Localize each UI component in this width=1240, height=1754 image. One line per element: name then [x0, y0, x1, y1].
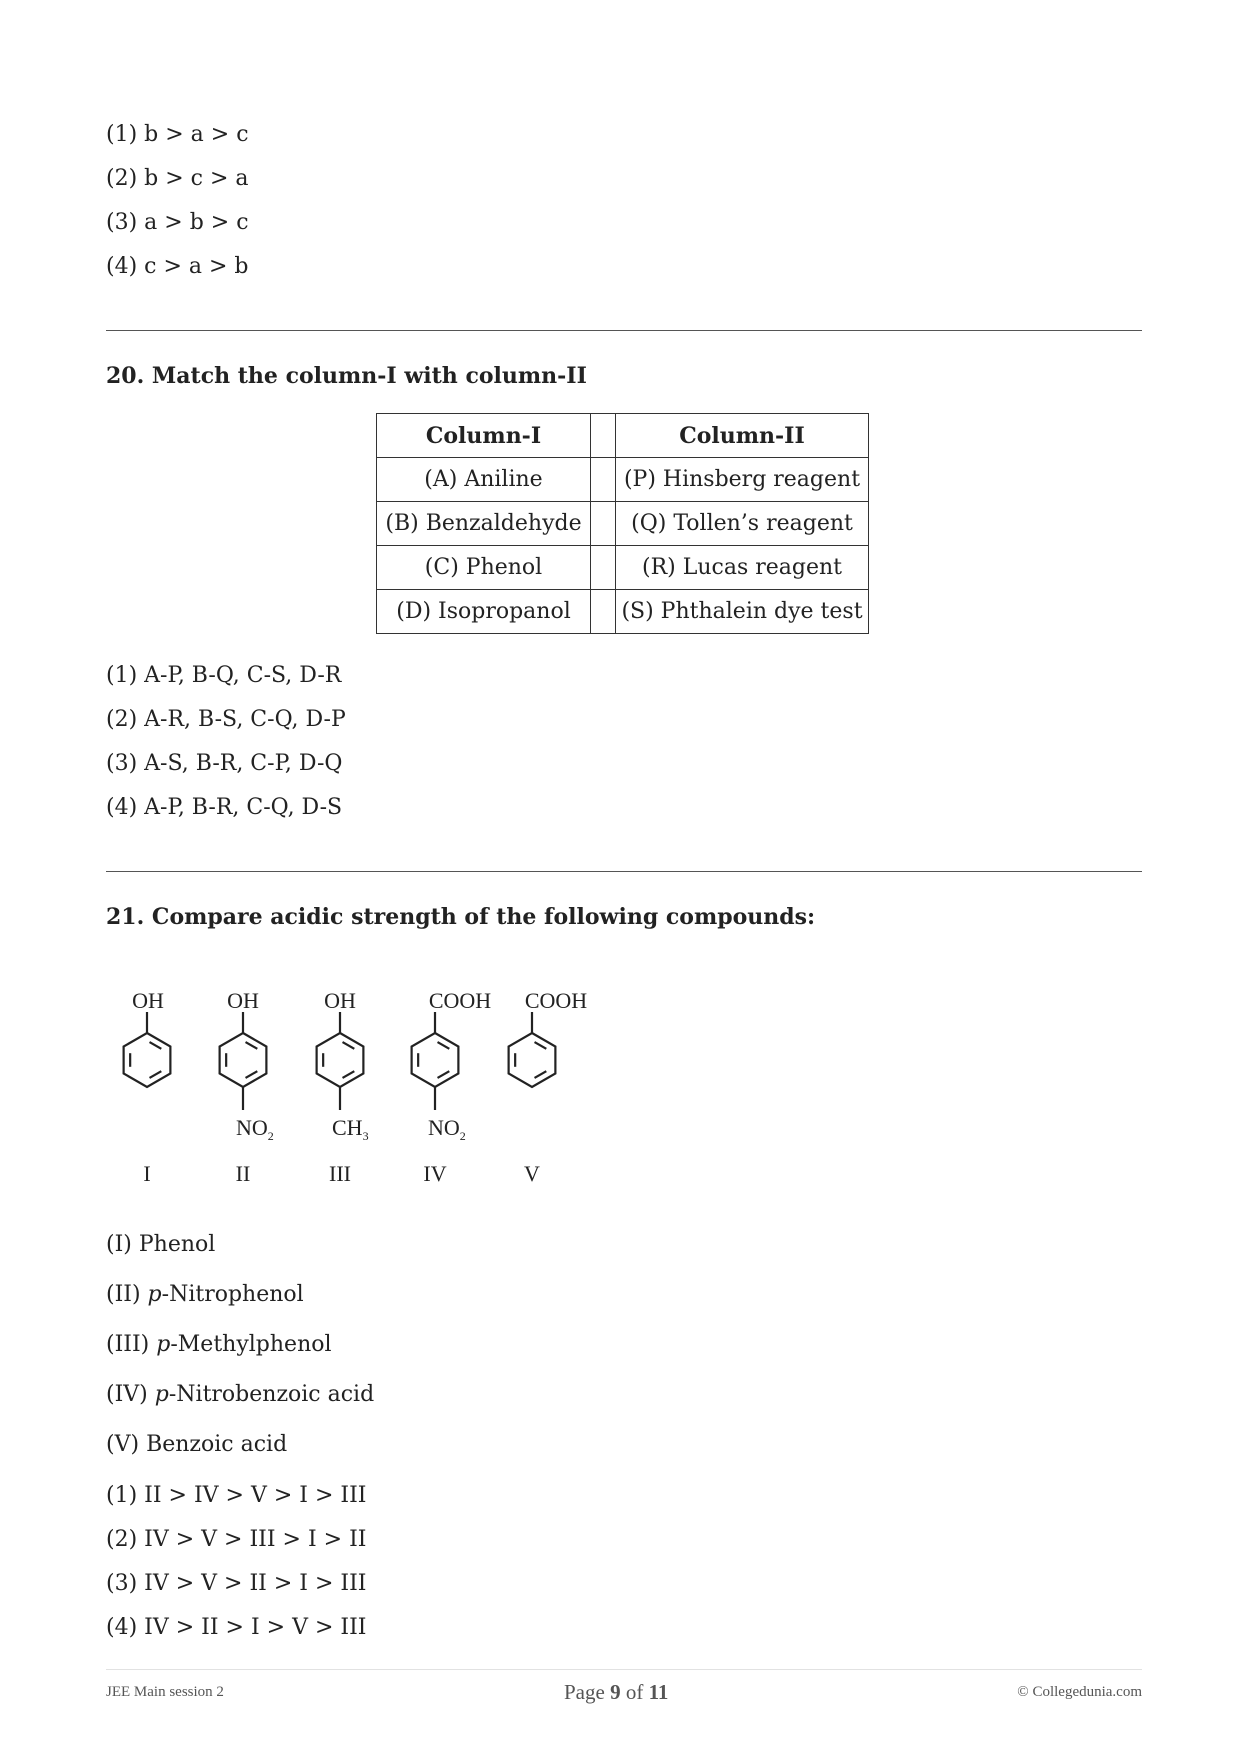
table-cell: (Q) Tollen’s reagent: [616, 502, 869, 546]
compound-item: (IV) p-Nitrobenzoic acid: [106, 1382, 375, 1407]
double-bond: [246, 1071, 258, 1078]
table-cell: (P) Hinsberg reagent: [616, 458, 869, 502]
table-cell: (A) Aniline: [377, 458, 591, 502]
substituent-top: COOH: [428, 988, 492, 1013]
question-21-title: 21. Compare acidic strength of the following compounds:: [106, 904, 816, 930]
compound-item: (III) p-Methylphenol: [106, 1332, 332, 1357]
table-cell: (B) Benzaldehyde: [377, 502, 591, 546]
question-20-title: 20. Match the column-I with column-II: [106, 363, 587, 389]
q21-option-3: (3) IV > V > II > I > III: [106, 1571, 367, 1596]
double-bond: [438, 1071, 450, 1078]
column-2-header: Column-II: [616, 414, 869, 458]
svg-text:NO2: [236, 1115, 274, 1143]
q20-option-2: (2) A-R, B-S, C-Q, D-P: [106, 707, 346, 732]
structure-label: I: [143, 1161, 151, 1186]
double-bond: [535, 1071, 547, 1078]
double-bond: [150, 1071, 162, 1078]
double-bond: [343, 1042, 355, 1049]
substituent-bottom: CH: [332, 1115, 363, 1140]
structure-label: IV: [423, 1161, 447, 1186]
table-cell: (D) Isopropanol: [377, 590, 591, 634]
substituent-bottom: NO: [428, 1115, 460, 1140]
subscript: 2: [267, 1129, 274, 1143]
option-3: (3) a > b > c: [106, 210, 249, 235]
q21-option-4: (4) IV > II > I > V > III: [106, 1615, 367, 1640]
substituent-bottom: NO: [236, 1115, 268, 1140]
q20-option-1: (1) A-P, B-Q, C-S, D-R: [106, 663, 342, 688]
divider: [106, 330, 1142, 331]
footer-copyright: © Collegedunia.com: [1017, 1684, 1142, 1700]
compound-item: (V) Benzoic acid: [106, 1432, 288, 1457]
double-bond: [246, 1042, 258, 1049]
structure-label: III: [329, 1161, 351, 1186]
substituent-top: COOH: [524, 988, 588, 1013]
q20-option-3: (3) A-S, B-R, C-P, D-Q: [106, 751, 343, 776]
double-bond: [343, 1071, 355, 1078]
svg-text:NO2: [428, 1115, 466, 1143]
chemical-structures: [100, 970, 640, 1200]
substituent-top: OH: [227, 988, 259, 1013]
compound-item: (I) Phenol: [106, 1232, 216, 1257]
divider: [106, 871, 1142, 872]
option-4: (4) c > a > b: [106, 254, 249, 279]
double-bond: [535, 1042, 547, 1049]
substituent-top: OH: [324, 988, 356, 1013]
double-bond: [150, 1042, 162, 1049]
structure-label: II: [235, 1161, 251, 1186]
substituent-top: OH: [132, 988, 164, 1013]
structure-label: V: [524, 1161, 540, 1186]
q21-option-2: (2) IV > V > III > I > II: [106, 1527, 367, 1552]
subscript: 3: [362, 1129, 369, 1143]
table-cell: (R) Lucas reagent: [616, 546, 869, 590]
column-1-header: Column-I: [377, 414, 591, 458]
table-cell: (S) Phthalein dye test: [616, 590, 869, 634]
compound-item: (II) p-Nitrophenol: [106, 1282, 304, 1307]
page-number: Page 9 of 11: [564, 1680, 669, 1704]
footer-exam-name: JEE Main session 2: [106, 1684, 224, 1700]
footer-divider: [106, 1669, 1142, 1670]
q21-option-1: (1) II > IV > V > I > III: [106, 1483, 367, 1508]
option-2: (2) b > c > a: [106, 166, 249, 191]
option-1: (1) b > a > c: [106, 122, 249, 147]
double-bond: [438, 1042, 450, 1049]
q20-option-4: (4) A-P, B-R, C-Q, D-S: [106, 795, 343, 820]
svg-text:CH3: [332, 1115, 369, 1143]
match-table: [376, 413, 869, 634]
table-cell: (C) Phenol: [377, 546, 591, 590]
subscript: 2: [459, 1129, 466, 1143]
